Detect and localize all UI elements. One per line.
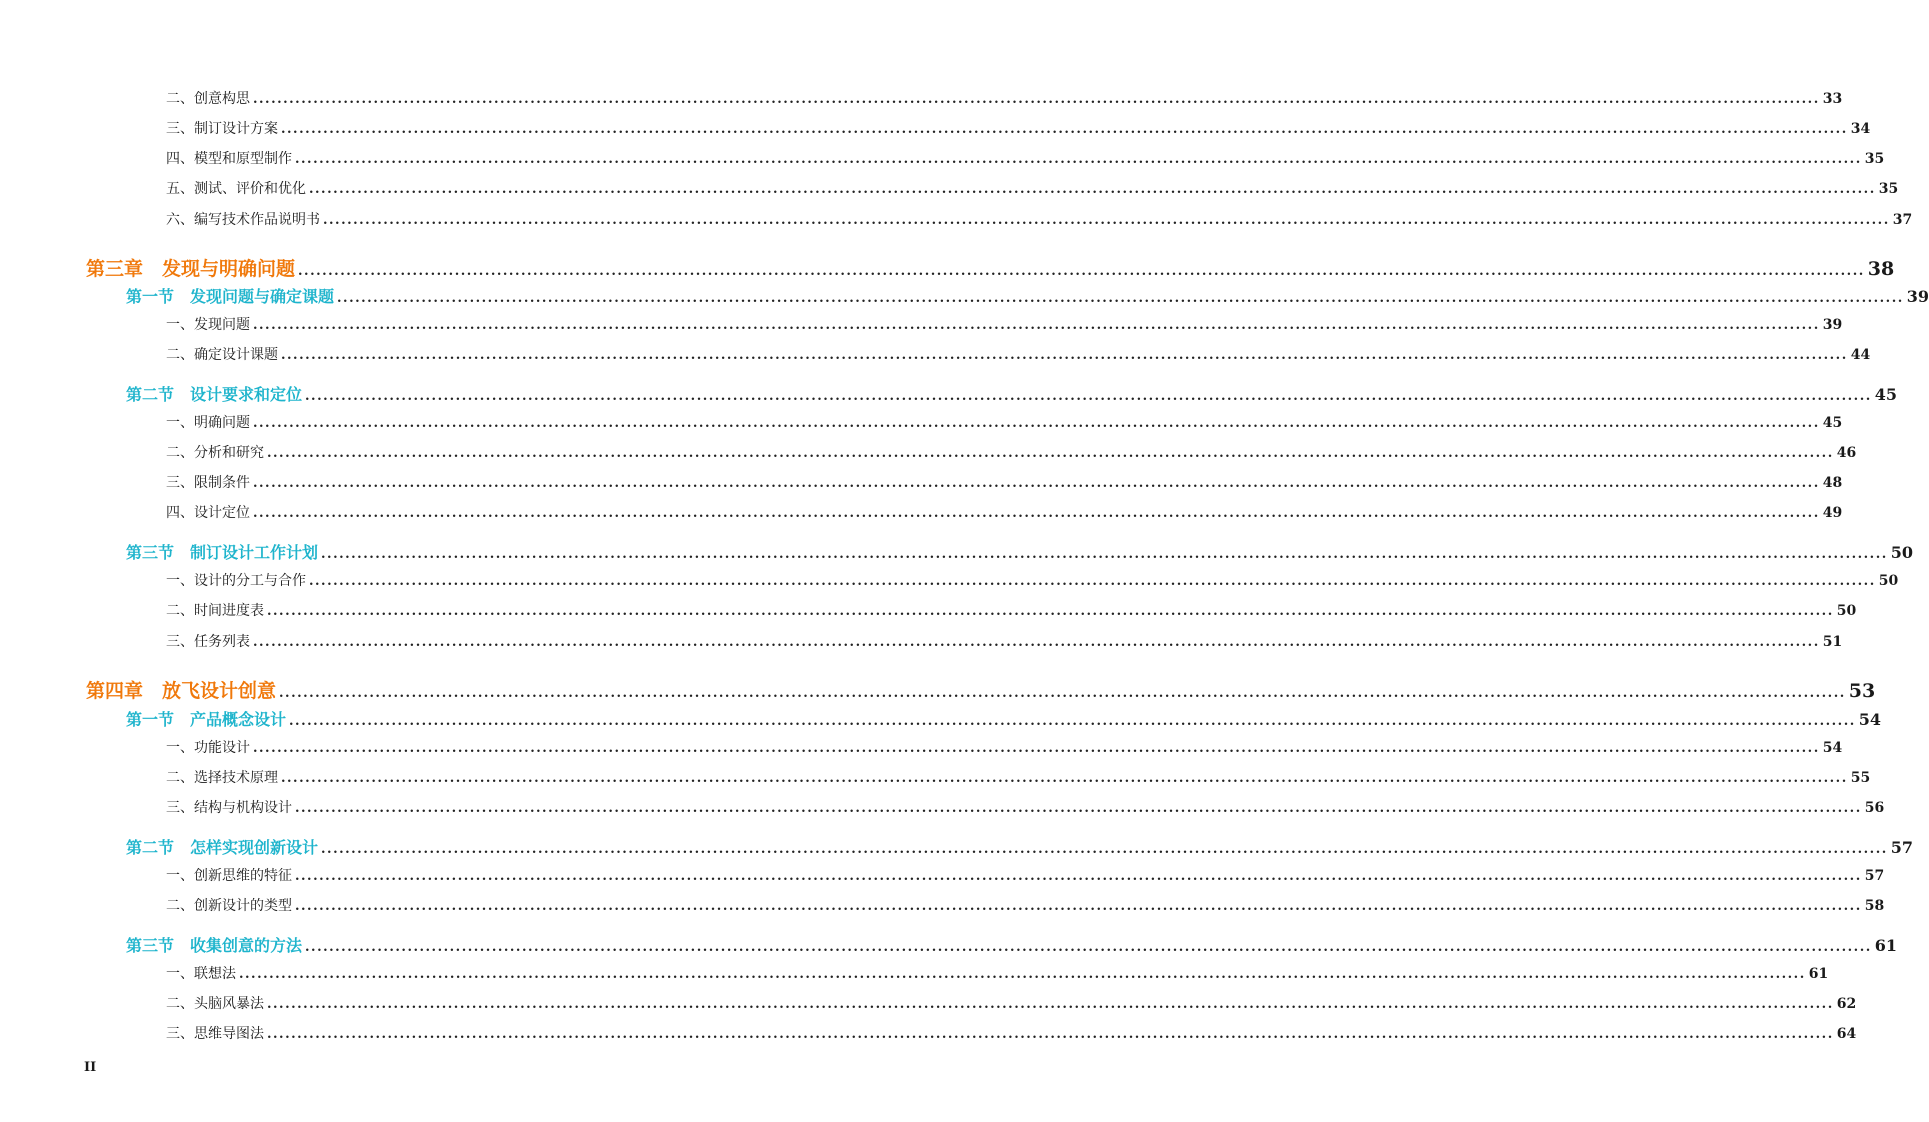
toc-entry-title: 第一节 发现问题与确定课题 — [126, 287, 335, 306]
toc-page-number: 53 — [1848, 680, 1876, 702]
toc-entry-title: 五、测试、评价和优化 — [166, 181, 306, 197]
toc-page-number: 35 — [1878, 181, 1899, 197]
toc-page-number: 54 — [1858, 710, 1882, 729]
toc-section[interactable] — [126, 933, 1898, 956]
toc-entry-title: 第四章 放飞设计创意 — [86, 680, 277, 702]
toc-page-number: 49 — [1822, 505, 1843, 521]
toc-chapter[interactable] — [86, 254, 1895, 281]
dot-leader: .................................................................................................................................................................................................................................................................... — [253, 741, 1820, 756]
dot-leader: .................................................................................................................................................................................................................................................................... — [267, 604, 1834, 619]
toc-entry-title: 二、创意构思 — [166, 91, 250, 107]
dot-leader: .................................................................................................................................................................................................................................................................... — [323, 213, 1890, 228]
toc-entry-title: 一、创新思维的特征 — [166, 868, 292, 884]
toc-item[interactable] — [166, 767, 1871, 787]
dot-leader: .................................................................................................................................................................................................................................................................... — [281, 348, 1848, 363]
toc-page-number: 39 — [1906, 287, 1929, 306]
toc-page-number: 51 — [1822, 634, 1843, 650]
toc-entry-title: 一、发现问题 — [166, 317, 250, 333]
toc-page-number: 34 — [1850, 121, 1871, 137]
toc-item[interactable] — [166, 118, 1871, 138]
toc-page-number: 37 — [1892, 212, 1913, 228]
dot-leader: .................................................................................................................................................................................................................................................................... — [267, 997, 1834, 1012]
toc-entry-title: 二、选择技术原理 — [166, 770, 278, 786]
dot-leader: .................................................................................................................................................................................................................................................................... — [281, 122, 1848, 137]
toc-item[interactable] — [166, 865, 1885, 885]
dot-leader: .................................................................................................................................................................................................................................................................... — [279, 686, 1846, 701]
dot-leader: .................................................................................................................................................................................................................................................................... — [253, 92, 1820, 107]
toc-item[interactable] — [166, 209, 1913, 229]
toc-page-number: 61 — [1808, 966, 1829, 982]
dot-leader: .................................................................................................................................................................................................................................................................... — [239, 967, 1806, 982]
dot-leader: .................................................................................................................................................................................................................................................................... — [267, 446, 1834, 461]
toc-entry-title: 二、分析和研究 — [166, 445, 264, 461]
toc-page-number: 44 — [1850, 347, 1871, 363]
toc-entry-title: 一、功能设计 — [166, 740, 250, 756]
toc-item[interactable] — [166, 178, 1899, 198]
toc-entry-title: 二、时间进度表 — [166, 603, 264, 619]
toc-entry-title: 三、制订设计方案 — [166, 121, 278, 137]
toc-entry-title: 第三节 收集创意的方法 — [126, 936, 303, 955]
toc-section[interactable] — [126, 835, 1914, 858]
toc-item[interactable] — [166, 88, 1843, 108]
toc-entry-title: 第三章 发现与明确问题 — [86, 258, 296, 280]
dot-leader: .................................................................................................................................................................................................................................................................... — [253, 318, 1820, 333]
toc-page-number: 57 — [1864, 868, 1885, 884]
toc-page-number: 64 — [1836, 1026, 1857, 1042]
toc-entry-title: 三、思维导图法 — [166, 1026, 264, 1042]
dot-leader: .................................................................................................................................................................................................................................................................... — [295, 869, 1862, 884]
toc-entry-title: 二、确定设计课题 — [166, 347, 278, 363]
toc-item[interactable] — [166, 344, 1871, 364]
dot-leader: .................................................................................................................................................................................................................................................................... — [321, 547, 1888, 562]
toc-entry-title: 三、结构与机构设计 — [166, 800, 292, 816]
dot-leader: .................................................................................................................................................................................................................................................................... — [305, 940, 1872, 955]
dot-leader: .................................................................................................................................................................................................................................................................... — [253, 506, 1820, 521]
toc-page-number: 46 — [1836, 445, 1857, 461]
toc-item[interactable] — [166, 993, 1857, 1013]
toc-entry-title: 二、头脑风暴法 — [166, 996, 264, 1012]
toc-item[interactable] — [166, 314, 1843, 334]
toc-item[interactable] — [166, 895, 1885, 915]
dot-leader: .................................................................................................................................................................................................................................................................... — [321, 842, 1888, 857]
toc-item[interactable] — [166, 472, 1843, 492]
toc-item[interactable] — [166, 502, 1843, 522]
dot-leader: .................................................................................................................................................................................................................................................................... — [281, 771, 1848, 786]
toc-entry-title: 四、模型和原型制作 — [166, 151, 292, 167]
dot-leader: .................................................................................................................................................................................................................................................................... — [253, 635, 1820, 650]
toc-page-number: 61 — [1874, 936, 1898, 955]
toc-page-number: 62 — [1836, 996, 1857, 1012]
toc-item[interactable] — [166, 600, 1857, 620]
toc-page-number: 39 — [1822, 317, 1843, 333]
dot-leader: .................................................................................................................................................................................................................................................................... — [337, 291, 1904, 306]
toc-page-number: 54 — [1822, 740, 1843, 756]
toc-page-number: 55 — [1850, 770, 1871, 786]
dot-leader: .................................................................................................................................................................................................................................................................... — [267, 1027, 1834, 1042]
toc-item[interactable] — [166, 570, 1899, 590]
toc-page-number: 56 — [1864, 800, 1885, 816]
toc-entry-title: 第二节 怎样实现创新设计 — [126, 838, 319, 857]
toc-page-number: 50 — [1836, 603, 1857, 619]
toc-page-number: 33 — [1822, 91, 1843, 107]
dot-leader: .................................................................................................................................................................................................................................................................... — [309, 574, 1876, 589]
toc-entry-title: 第二节 设计要求和定位 — [126, 385, 303, 404]
toc-item[interactable] — [166, 1023, 1857, 1043]
dot-leader: .................................................................................................................................................................................................................................................................... — [298, 264, 1865, 279]
toc-section[interactable] — [126, 284, 1929, 307]
toc-entry-title: 一、明确问题 — [166, 415, 250, 431]
toc-entry-title: 二、创新设计的类型 — [166, 898, 292, 914]
toc-item[interactable] — [166, 412, 1843, 432]
toc-item[interactable] — [166, 442, 1857, 462]
page-number: II — [84, 1060, 97, 1075]
toc-item[interactable] — [166, 737, 1843, 757]
dot-leader: .................................................................................................................................................................................................................................................................... — [253, 476, 1820, 491]
toc-entry-title: 六、编写技术作品说明书 — [166, 212, 320, 228]
dot-leader: .................................................................................................................................................................................................................................................................... — [295, 801, 1862, 816]
toc-item[interactable] — [166, 963, 1829, 983]
toc-section[interactable] — [126, 540, 1914, 563]
toc-page-number: 45 — [1822, 415, 1843, 431]
toc-entry-title: 第一节 产品概念设计 — [126, 710, 287, 729]
toc-page-number: 58 — [1864, 898, 1885, 914]
dot-leader: .................................................................................................................................................................................................................................................................... — [295, 899, 1862, 914]
toc-page-number: 35 — [1864, 151, 1885, 167]
toc-entry-title: 第三节 制订设计工作计划 — [126, 543, 319, 562]
toc-item[interactable] — [166, 631, 1843, 651]
toc-chapter[interactable] — [86, 676, 1876, 703]
toc-page-number: 57 — [1890, 838, 1914, 857]
toc-page-number: 48 — [1822, 475, 1843, 491]
toc-page-number: 45 — [1874, 385, 1898, 404]
toc-entry-title: 一、联想法 — [166, 966, 236, 982]
toc-entry-title: 三、任务列表 — [166, 634, 250, 650]
toc-entry-title: 四、设计定位 — [166, 505, 250, 521]
toc-item[interactable] — [166, 797, 1885, 817]
toc-item[interactable] — [166, 148, 1885, 168]
toc-entry-title: 三、限制条件 — [166, 475, 250, 491]
toc-page-number: 50 — [1878, 573, 1899, 589]
toc-section[interactable] — [126, 707, 1882, 730]
dot-leader: .................................................................................................................................................................................................................................................................... — [305, 389, 1872, 404]
toc-section[interactable] — [126, 382, 1898, 405]
toc-page-number: 38 — [1867, 258, 1895, 280]
dot-leader: .................................................................................................................................................................................................................................................................... — [289, 714, 1856, 729]
toc-page-number: 50 — [1890, 543, 1914, 562]
toc-entry-title: 一、设计的分工与合作 — [166, 573, 306, 589]
dot-leader: .................................................................................................................................................................................................................................................................... — [309, 182, 1876, 197]
dot-leader: .................................................................................................................................................................................................................................................................... — [253, 416, 1820, 431]
dot-leader: .................................................................................................................................................................................................................................................................... — [295, 152, 1862, 167]
